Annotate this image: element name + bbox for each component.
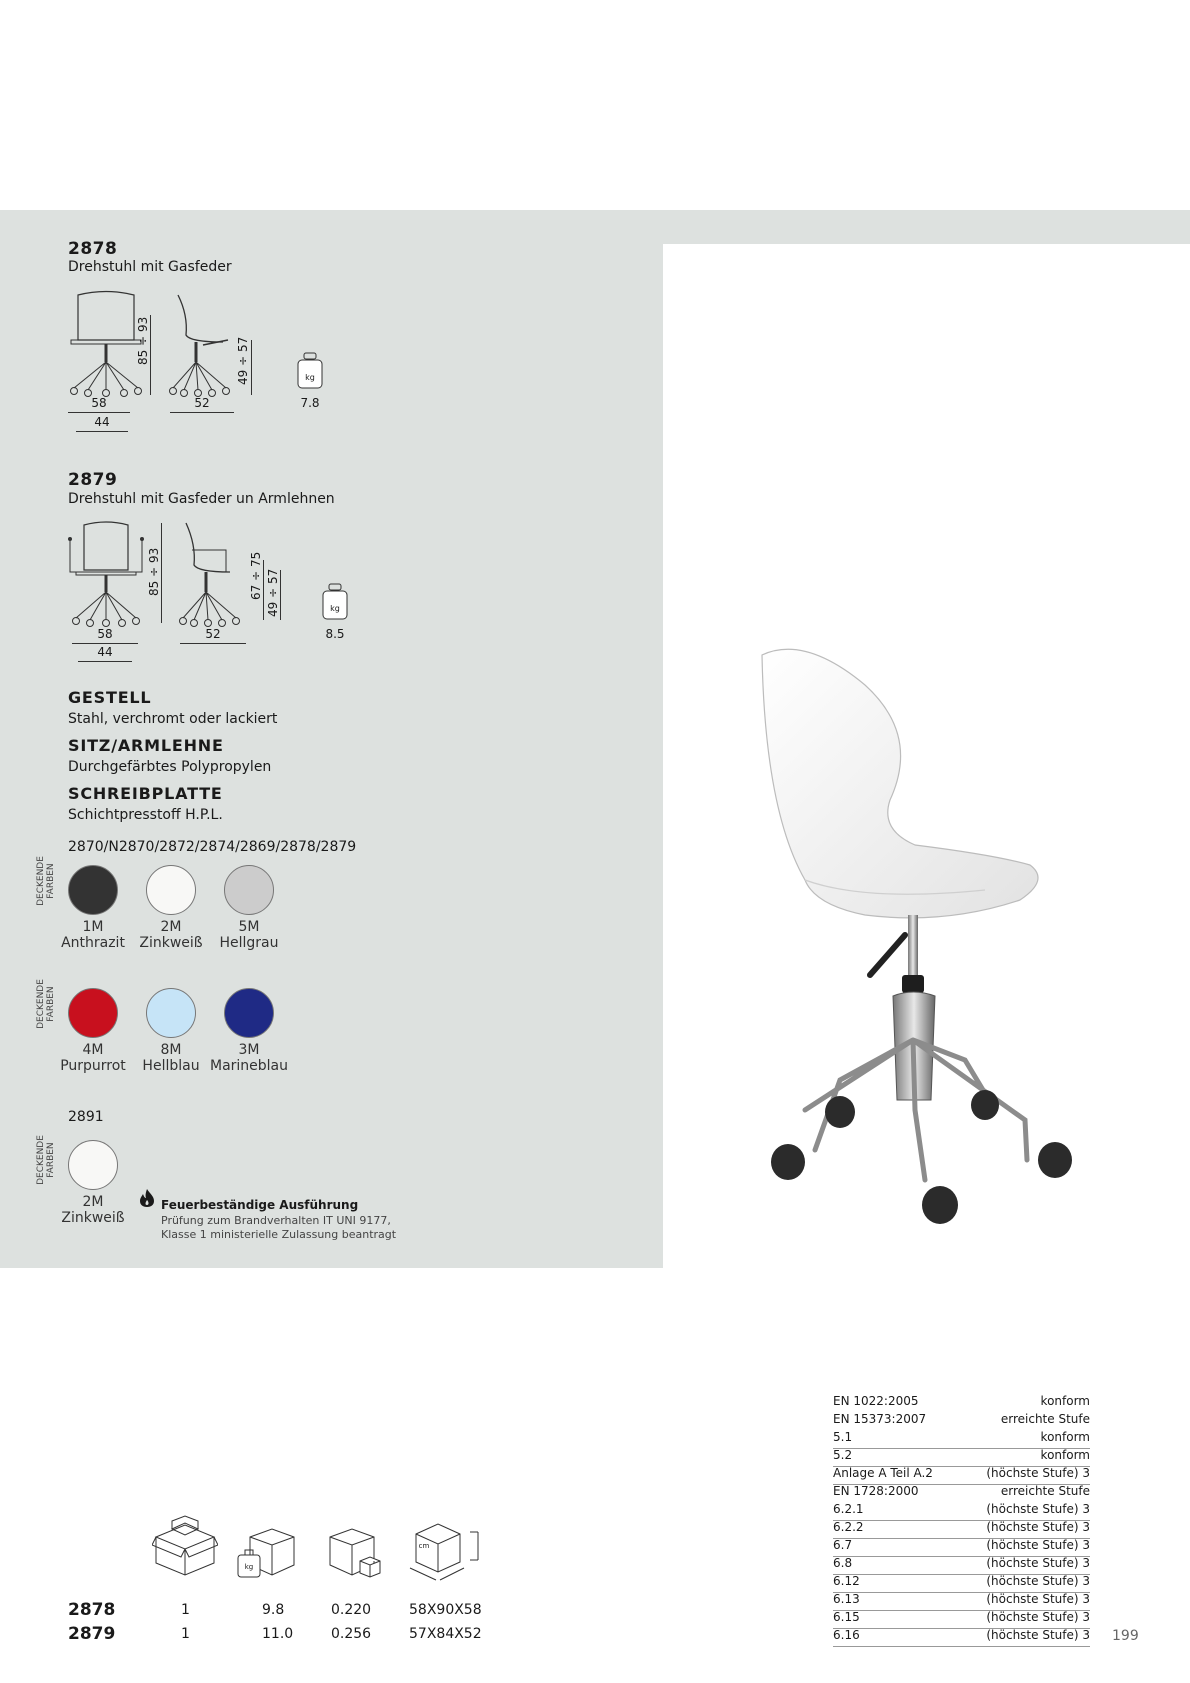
- spec-value: erreichte Stufe: [1000, 1484, 1090, 1498]
- spec-value: (höchste Stufe) 3: [986, 1628, 1090, 1642]
- swatch-label: [48, 1042, 138, 1074]
- depth-dimension: 52: [205, 627, 221, 641]
- pack-model: 2878: [68, 1600, 116, 1620]
- dimension-line: [68, 412, 130, 413]
- height-dimension: 85 ÷ 93: [147, 547, 161, 596]
- material-text: Schichtpresstoff H.P.L.: [68, 807, 223, 823]
- dimension-line: [161, 523, 162, 623]
- spec-value: konform: [1040, 1394, 1090, 1408]
- weight-icon: [320, 583, 350, 623]
- pack-quantity: 1: [181, 1602, 190, 1618]
- pack-dimensions: 58X90X58: [409, 1602, 482, 1618]
- arm-height-dimension: 67 ÷ 75: [249, 551, 263, 600]
- pack-quantity: 1: [181, 1626, 190, 1642]
- color-swatch-2m[interactable]: [146, 865, 196, 915]
- model-code: 2878: [68, 239, 118, 259]
- seat-width-dimension: 44: [94, 415, 110, 429]
- color-swatch-8m[interactable]: [146, 988, 196, 1038]
- depth-dimension: 52: [194, 396, 210, 410]
- spec-row: [833, 1448, 1090, 1467]
- swatch-code: 5M: [238, 919, 260, 935]
- weight-value: 8.5: [325, 627, 345, 641]
- spec-row: [833, 1628, 1090, 1647]
- swatch-label: [204, 919, 294, 951]
- swatch-name: Zinkweiß: [139, 935, 203, 951]
- weight-icon-label: kg: [305, 373, 315, 382]
- spec-row: [833, 1394, 1090, 1412]
- box-dimensions-label: cm: [418, 1542, 430, 1550]
- box-stack-icon: [152, 1515, 218, 1577]
- spec-value: erreichte Stufe: [1000, 1412, 1090, 1426]
- spec-key: 6.12: [833, 1574, 860, 1588]
- model-description: Drehstuhl mit Gasfeder: [68, 259, 232, 275]
- color-models: 2891: [68, 1109, 104, 1125]
- spec-row: [833, 1556, 1090, 1575]
- spec-value: (höchste Stufe) 3: [986, 1538, 1090, 1552]
- front-view-drawing: [64, 520, 148, 630]
- fire-note-title: Feuerbeständige Ausführung: [161, 1198, 359, 1212]
- pack-volume: 0.256: [331, 1626, 372, 1642]
- spec-key: 6.2.1: [833, 1502, 864, 1516]
- dimension-line: [180, 643, 246, 644]
- model-description: Drehstuhl mit Gasfeder un Armlehnen: [68, 491, 335, 507]
- swatch-code: 3M: [238, 1042, 260, 1058]
- box-dimensions-icon: [408, 1520, 490, 1586]
- dimension-line: [280, 570, 281, 620]
- pack-model: 2879: [68, 1624, 116, 1644]
- spec-key: 6.8: [833, 1556, 853, 1570]
- side-label-line: DECKENDE: [36, 979, 46, 1029]
- spec-key: EN 1022:2005: [833, 1394, 919, 1408]
- swatch-name: Hellgrau: [219, 935, 279, 951]
- spec-value: (höchste Stufe) 3: [986, 1466, 1090, 1480]
- spec-value: konform: [1040, 1430, 1090, 1444]
- seat-height-dimension: 49 ÷ 57: [266, 568, 280, 617]
- color-swatch-5m[interactable]: [224, 865, 274, 915]
- dimension-line: [251, 340, 252, 395]
- weight-value: 7.8: [300, 396, 320, 410]
- spec-row: [833, 1412, 1090, 1430]
- front-view-drawing: [66, 290, 146, 400]
- spec-key: 6.16: [833, 1628, 860, 1642]
- width-dimension: 58: [97, 627, 113, 641]
- width-dimension: 58: [91, 396, 107, 410]
- swatch-label: [48, 1194, 138, 1226]
- spec-value: (höchste Stufe) 3: [986, 1610, 1090, 1624]
- weight-icon: [295, 352, 325, 392]
- side-label-line: DECKENDE: [36, 856, 46, 906]
- color-models: 2870/N2870/2872/2874/2869/2878/2879: [68, 839, 357, 855]
- material-text: Stahl, verchromt oder lackiert: [68, 711, 278, 727]
- spec-key: 6.13: [833, 1592, 860, 1606]
- seat-height-dimension: 49 ÷ 57: [236, 336, 250, 385]
- color-swatch-3m[interactable]: [224, 988, 274, 1038]
- swatch-code: 4M: [82, 1042, 104, 1058]
- pack-weight: 9.8: [262, 1602, 285, 1618]
- spec-key: 5.2: [833, 1448, 853, 1462]
- swatch-name: Zinkweiß: [61, 1210, 125, 1226]
- chair-photo: [745, 640, 1085, 1240]
- spec-value: (höchste Stufe) 3: [986, 1592, 1090, 1606]
- dimension-line: [263, 560, 264, 620]
- box-weight-icon: [236, 1525, 298, 1581]
- page-number: 199: [1112, 1628, 1139, 1644]
- color-side-label: [36, 974, 56, 1034]
- model-code: 2879: [68, 470, 118, 490]
- seat-width-dimension: 44: [97, 645, 113, 659]
- weight-icon-label: kg: [330, 604, 340, 613]
- spec-row: [833, 1466, 1090, 1485]
- spec-row: [833, 1610, 1090, 1629]
- spec-row: [833, 1430, 1090, 1449]
- color-swatch-4m[interactable]: [68, 988, 118, 1038]
- fire-note-line: Prüfung zum Brandverhalten IT UNI 9177,: [161, 1214, 391, 1227]
- swatch-label: [126, 919, 216, 951]
- swatch-name: Hellblau: [142, 1058, 200, 1074]
- height-dimension: 85 ÷ 93: [136, 316, 150, 365]
- side-label-line: DECKENDE: [36, 1135, 46, 1185]
- swatch-label: [48, 919, 138, 951]
- swatch-code: 2M: [160, 919, 182, 935]
- box-weight-label: kg: [244, 1563, 254, 1571]
- pack-weight: 11.0: [262, 1626, 294, 1642]
- material-text: Durchgefärbtes Polypropylen: [68, 759, 272, 775]
- spec-row: [833, 1520, 1090, 1539]
- spec-value: (höchste Stufe) 3: [986, 1520, 1090, 1534]
- side-label-line: FARBEN: [46, 863, 56, 899]
- color-side-label: [36, 1130, 56, 1190]
- fire-note-line: Klasse 1 ministerielle Zulassung beantragt: [161, 1228, 397, 1241]
- material-title: SCHREIBPLATTE: [68, 784, 223, 803]
- swatch-name: Marineblau: [209, 1058, 289, 1074]
- swatch-code: 1M: [82, 919, 104, 935]
- spec-key: 5.1: [833, 1430, 853, 1444]
- spec-row: [833, 1574, 1090, 1593]
- dimension-line: [150, 315, 151, 395]
- material-title: GESTELL: [68, 688, 152, 707]
- spec-key: EN 15373:2007: [833, 1412, 927, 1426]
- spec-key: Anlage A Teil A.2: [833, 1466, 933, 1480]
- swatch-name: Purpurrot: [60, 1058, 126, 1074]
- spec-value: (höchste Stufe) 3: [986, 1574, 1090, 1588]
- side-view-drawing: [178, 520, 258, 630]
- spec-key: EN 1728:2000: [833, 1484, 919, 1498]
- spec-row: [833, 1484, 1090, 1502]
- box-volume-icon: [326, 1525, 382, 1581]
- material-title: SITZ/ARMLEHNE: [68, 736, 224, 755]
- dimension-line: [76, 431, 128, 432]
- swatch-name: Anthrazit: [61, 935, 125, 951]
- color-swatch-2m[interactable]: [68, 1140, 118, 1190]
- pack-volume: 0.220: [331, 1602, 372, 1618]
- dimension-line: [170, 412, 234, 413]
- side-label-line: FARBEN: [46, 986, 56, 1022]
- swatch-code: 8M: [160, 1042, 182, 1058]
- spec-row: [833, 1502, 1090, 1521]
- color-side-label: [36, 851, 56, 911]
- swatch-label: [204, 1042, 294, 1074]
- spec-key: 6.2.2: [833, 1520, 864, 1534]
- spec-key: 6.15: [833, 1610, 860, 1624]
- spec-row: [833, 1538, 1090, 1557]
- flame-icon: [138, 1188, 156, 1208]
- swatch-code: 2M: [82, 1194, 104, 1210]
- side-label-line: FARBEN: [46, 1142, 56, 1178]
- spec-value: (höchste Stufe) 3: [986, 1556, 1090, 1570]
- spec-key: 6.7: [833, 1538, 853, 1552]
- swatch-label: [126, 1042, 216, 1074]
- pack-dimensions: 57X84X52: [409, 1626, 482, 1642]
- spec-value: konform: [1040, 1448, 1090, 1462]
- dimension-line: [72, 643, 138, 644]
- color-swatch-1m[interactable]: [68, 865, 118, 915]
- spec-row: [833, 1592, 1090, 1611]
- dimension-line: [78, 661, 132, 662]
- spec-value: (höchste Stufe) 3: [986, 1502, 1090, 1516]
